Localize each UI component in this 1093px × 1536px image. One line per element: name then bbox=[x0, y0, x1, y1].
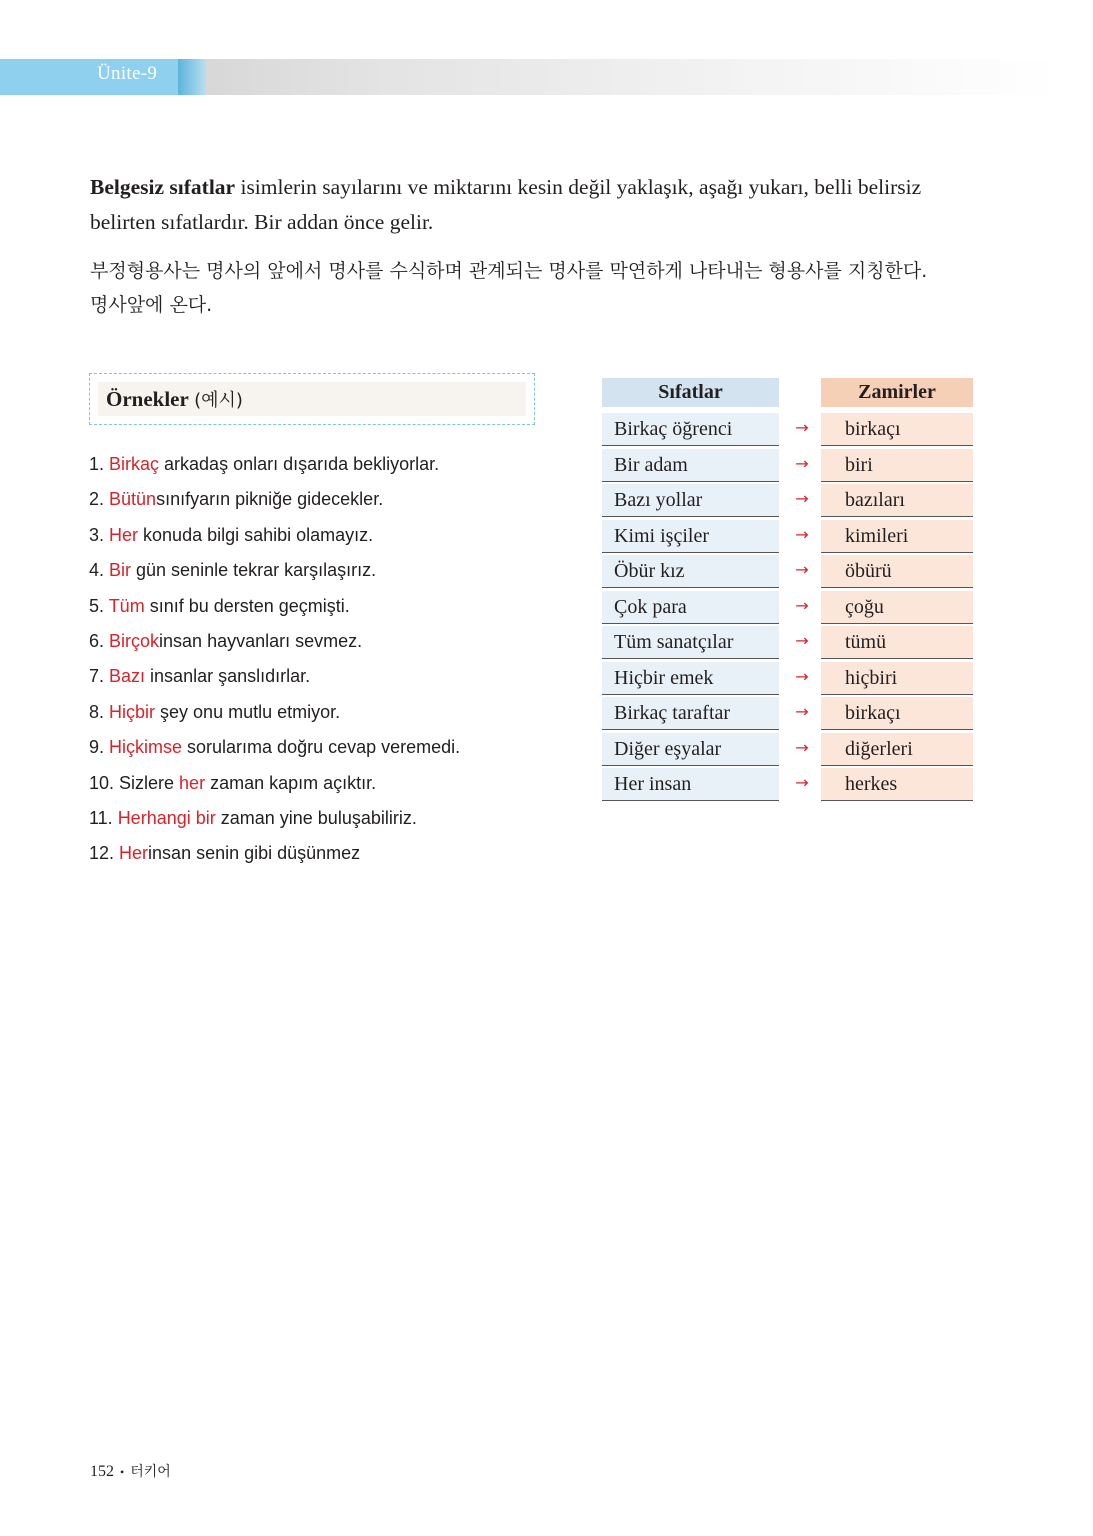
arrow-icon: → bbox=[795, 737, 809, 757]
example-highlight: Birçok bbox=[109, 630, 160, 651]
unit-label: Ünite-9 bbox=[97, 63, 158, 84]
sifat-cell: Hiçbir emek bbox=[602, 662, 779, 695]
example-item bbox=[89, 732, 460, 767]
sifat-cell: Diğer eşyalar bbox=[602, 733, 779, 766]
example-item bbox=[89, 661, 460, 696]
example-item bbox=[89, 555, 460, 590]
footer-bullet: • bbox=[120, 1465, 125, 1479]
example-rest: zaman kapım açıktır. bbox=[205, 772, 377, 793]
examples-title-tr: Örnekler bbox=[106, 387, 189, 411]
arrow-icon: → bbox=[795, 666, 809, 686]
page-number: 152 bbox=[90, 1463, 114, 1480]
example-highlight: her bbox=[179, 772, 206, 793]
zamir-cell: diğerleri bbox=[821, 733, 973, 766]
examples-title-ko: (예시) bbox=[194, 390, 243, 411]
zamir-cell: herkes bbox=[821, 768, 973, 801]
intro-korean-line1: 부정형용사는 명사의 앞에서 명사를 수식하며 관계되는 명사를 막연하게 나타내는 형용사를 지칭한다. bbox=[90, 260, 928, 282]
arrow-icon: → bbox=[795, 524, 809, 544]
example-number: 4. bbox=[89, 560, 110, 581]
header-zamirler: Zamirler bbox=[821, 378, 973, 407]
zamir-cell: bazıları bbox=[821, 484, 973, 517]
example-rest: zaman yine buluşabiliriz. bbox=[215, 807, 417, 828]
example-item bbox=[89, 520, 460, 555]
sifat-cell: Her insan bbox=[602, 768, 779, 801]
intro-term: Belgesiz sıfatlar bbox=[90, 175, 236, 199]
arrow-icon: → bbox=[795, 489, 809, 508]
examples-title bbox=[106, 386, 243, 412]
example-rest: sorularıma doğru cevap veremedi. bbox=[182, 737, 461, 758]
example-item bbox=[89, 697, 460, 732]
zamir-cell: çoğu bbox=[821, 591, 973, 624]
example-number: 6. bbox=[89, 630, 110, 651]
example-number: 12. bbox=[89, 843, 120, 864]
examples-list bbox=[89, 449, 460, 874]
example-highlight: Tüm bbox=[108, 595, 145, 616]
example-rest: arkadaş onları dışarıda bekliyorlar. bbox=[159, 454, 440, 474]
unit-tab-edge bbox=[178, 59, 206, 95]
sifat-cell: Birkaç öğrenci bbox=[602, 413, 779, 446]
zamir-cell: birkaçı bbox=[821, 413, 973, 446]
example-number: 1. bbox=[89, 454, 110, 474]
intro-korean bbox=[90, 254, 990, 322]
header-sifatlar: Sıfatlar bbox=[602, 378, 779, 407]
example-highlight: Bazı bbox=[109, 666, 146, 687]
example-number: 9. bbox=[89, 737, 110, 758]
arrow-icon: → bbox=[795, 418, 809, 437]
example-highlight: Herhangi bir bbox=[117, 807, 216, 828]
intro-paragraph bbox=[90, 170, 990, 240]
zamir-cell: hiçbiri bbox=[821, 662, 973, 695]
sifat-cell: Birkaç taraftar bbox=[602, 697, 779, 730]
example-item bbox=[89, 768, 460, 803]
example-item bbox=[89, 591, 460, 626]
example-rest: gün seninle tekrar karşılaşırız. bbox=[131, 560, 377, 581]
example-rest: sınıfyarın pikniğe gidecekler. bbox=[156, 489, 384, 510]
example-item bbox=[89, 484, 460, 519]
example-highlight: Her bbox=[109, 524, 139, 545]
zamir-cell: kimileri bbox=[821, 520, 973, 553]
arrow-icon: → bbox=[795, 702, 809, 721]
sifat-cell: Çok para bbox=[602, 591, 779, 624]
arrow-icon: → bbox=[795, 773, 809, 792]
example-highlight: Hiçbir bbox=[109, 701, 156, 722]
example-number: 3. bbox=[89, 524, 110, 545]
intro-text-line2: belirten sıfatlardır. Bir addan önce gelir. bbox=[90, 210, 434, 234]
page-footer bbox=[90, 1461, 171, 1481]
intro-text-line1: isimlerin sayılarını ve miktarını kesin değil yaklaşık, aşağı yukarı, belli belirsiz bbox=[235, 175, 922, 199]
arrow-icon: → bbox=[795, 631, 809, 650]
sifat-cell: Bir adam bbox=[602, 449, 779, 482]
example-number: 8. bbox=[89, 701, 110, 722]
zamir-cell: öbürü bbox=[821, 555, 973, 588]
example-number: 2. bbox=[89, 489, 110, 510]
example-rest: sınıf bu dersten geçmişti. bbox=[144, 595, 350, 616]
arrow-icon: → bbox=[795, 453, 809, 473]
example-number: 11. bbox=[89, 807, 118, 828]
example-highlight: Bütün bbox=[109, 489, 157, 510]
example-number: 5. bbox=[89, 595, 109, 616]
zamir-cell: biri bbox=[821, 449, 973, 482]
sifat-cell: Kimi işçiler bbox=[602, 520, 779, 553]
example-highlight: Birkaç bbox=[109, 454, 160, 474]
sifat-cell: Öbür kız bbox=[602, 555, 779, 588]
example-rest: insan senin gibi düşünmez bbox=[148, 843, 361, 864]
zamir-cell: birkaçı bbox=[821, 697, 973, 730]
example-item bbox=[89, 838, 460, 873]
example-number: 10. Sizlere bbox=[89, 772, 180, 793]
intro-korean-line2: 명사앞에 온다. bbox=[90, 294, 213, 316]
arrow-icon: → bbox=[795, 595, 809, 615]
example-rest: şey onu mutlu etmiyor. bbox=[155, 701, 341, 722]
example-highlight: Bir bbox=[109, 560, 132, 581]
zamir-cell: tümü bbox=[821, 626, 973, 659]
example-item bbox=[89, 626, 460, 661]
example-rest: insanlar şanslıdırlar. bbox=[145, 666, 311, 687]
example-item bbox=[89, 449, 460, 484]
example-rest: insan hayvanları sevmez. bbox=[159, 630, 363, 651]
sifat-cell: Tüm sanatçılar bbox=[602, 626, 779, 659]
example-number: 7. bbox=[89, 666, 110, 687]
example-highlight: Her bbox=[119, 843, 149, 864]
arrow-icon: → bbox=[795, 560, 809, 579]
book-title: 터키어 bbox=[130, 1464, 171, 1480]
example-rest: konuda bilgi sahibi olamayız. bbox=[138, 524, 374, 545]
example-item bbox=[89, 803, 460, 838]
sifat-cell: Bazı yollar bbox=[602, 484, 779, 517]
example-highlight: Hiçkimse bbox=[109, 737, 183, 758]
